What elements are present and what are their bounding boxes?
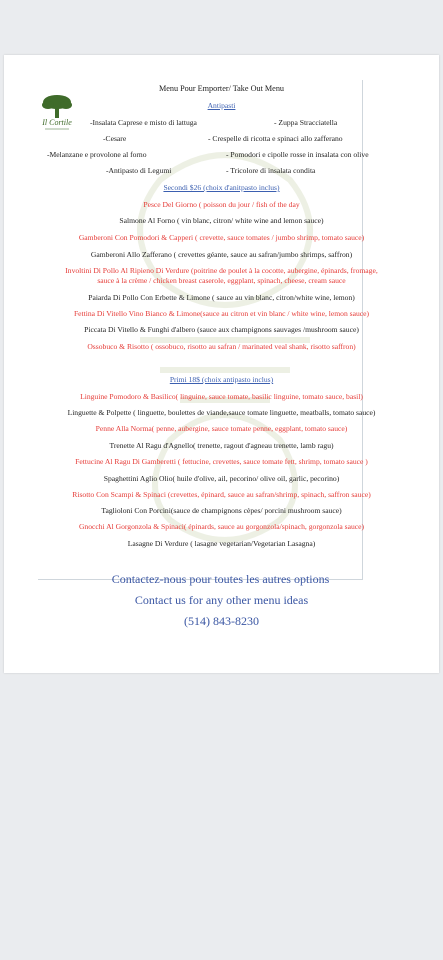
primi-item: Linguine Pomodoro & Basilico( linguine, sauce tomate, basilic linguine, tomato sauce, basil) xyxy=(80,392,363,401)
primi-item: Gnocchi Al Gorgonzola & Spinaci( épinards, sauce au gorgonzola/spinach, gorgonzola sauce) xyxy=(78,522,365,531)
antipasto-item: -Antipasto di Legumi xyxy=(106,166,172,175)
contact-english: Contact us for any other menu ideas xyxy=(134,593,309,607)
secondi-item: Pesce Del Giorno ( poisson du jour / fish of the day xyxy=(143,200,300,209)
primi-item: Risotto Con Scampi & Spinaci (crevettes, épinard, sauce au safran/shrimp, spinach, saffron sauce) xyxy=(72,490,371,499)
secondi-item: Ossobuco & Risotto ( ossobuco, risotto au safran / marinated veal shank, risotto saffron) xyxy=(87,342,356,351)
secondi-item: sauce à la crème / chicken breast caserole, eggplant, spinach, cheese, cream sauce xyxy=(97,276,346,285)
primi-item: Spaghettini Aglio Olio( huile d'olive, ail, pecorino/ olive oil, garlic, pecorino) xyxy=(103,474,340,483)
antipasto-item: -Cesare xyxy=(103,134,127,143)
primi-item: Linguette & Polpette ( linguette, boulettes de viande,sauce tomate linguette, meatballs, tomato sauce) xyxy=(67,408,376,417)
secondi-item: Gamberoni Con Pomodori & Capperi ( crevette, sauce tomates / jumbo shrimp, tomato sauce) xyxy=(78,233,365,242)
contact-phone[interactable]: (514) 843-8230 xyxy=(184,614,259,628)
logo-text: Il Cortile xyxy=(42,118,72,127)
secondi-item: Fettina Di Vitello Vino Bianco & Limone(sauce au citron et vin blanc / white wine, lemon sauce) xyxy=(73,309,370,318)
primi-item: Lasagne Di Verdure ( lasagne vegetarian/Vegetarian Lasagna) xyxy=(127,539,316,548)
primi-heading: Primi 18$ (choix antipasto inclus) xyxy=(169,375,274,384)
primi-item: Fettucine Al Ragu Di Gamberetti ( fettucine, crevettes, sauce tomate fett, shrimp, tomato sauce ) xyxy=(75,457,368,466)
secondi-heading: Secondi $26 (choix d'anitpasto inclus) xyxy=(163,183,280,192)
restaurant-logo xyxy=(37,92,77,132)
antipasto-item: - Pomodori e cipolle rosse in insalata con olive xyxy=(226,150,369,159)
primi-item: Trenette Al Ragu d'Agnello( trenette, ragout d'agneau trenette, lamb ragu) xyxy=(109,441,334,450)
primi-item: Penne Alla Norma( penne, aubergine, sauce tomate penne, eggplant, tomato sauce) xyxy=(95,424,348,433)
primi-item: Taglioloni Con Porcini(sauce de champignons cèpes/ porcini mushroom sauce) xyxy=(101,506,342,515)
antipasto-item: -Insalata Caprese e misto di lattuga xyxy=(90,118,197,127)
page-title: Menu Pour Emporter/ Take Out Menu xyxy=(158,84,285,93)
secondi-item: Involtini Di Pollo Al Ripieno Di Verdure (poitrine de poulet à la cocotte, aubergine, épinards, fromage, xyxy=(65,266,378,275)
secondi-item: Piccata Di Vitello & Funghi d'albero (sauce aux champignons sauvages /mushroom sauce) xyxy=(84,325,359,334)
antipasto-item: -Melanzane e provolone al forno xyxy=(47,150,147,159)
secondi-item: Salmone Al Forno ( vin blanc, citron/ white wine and lemon sauce) xyxy=(119,216,324,225)
antipasto-item: - Crespelle di ricotta e spinaci allo zafferano xyxy=(208,134,343,143)
antipasto-item: - Zuppa Stracciatella xyxy=(274,118,338,127)
contact-french: Contactez-nous pour toutes les autres options xyxy=(111,572,330,586)
secondi-item: Gamberoni Allo Zafferano ( crevettes géante, sauce au safran/jumbo shrimps, saffron) xyxy=(90,250,353,259)
antipasti-heading: Antipasti xyxy=(207,101,236,110)
secondi-item: Paiarda Di Pollo Con Erbette & Limone ( sauce au vin blanc, citron/white wine, lemon) xyxy=(88,293,355,302)
antipasto-item: - Tricolore di insalata condita xyxy=(226,166,316,175)
